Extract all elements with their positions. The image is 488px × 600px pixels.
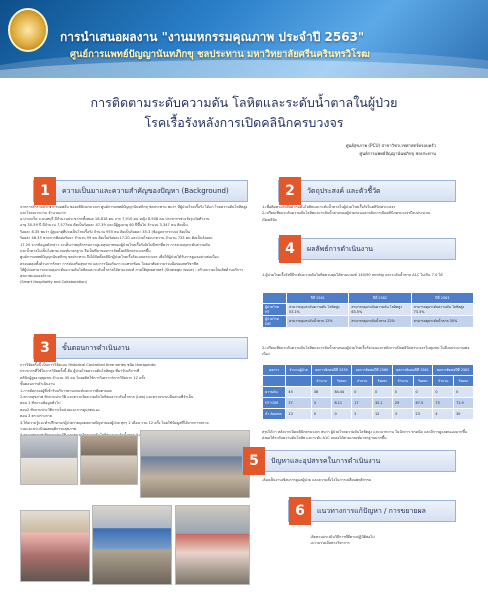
results-table-2 xyxy=(262,364,474,420)
section-number: 1 xyxy=(34,177,56,205)
activity-photo-2 xyxy=(80,435,138,485)
table-cell: สามารถคุมระดับน้ำตาล 22% xyxy=(349,316,411,328)
table-cell: 4 xyxy=(433,409,454,420)
table-cell: 45 xyxy=(286,387,311,398)
table-cell: 38 xyxy=(311,387,332,398)
header-title: การนำเสนอผลงาน "งานมหกรรมคุณภาพ ประจำปี 2563" xyxy=(60,30,365,44)
table-cell: 0 xyxy=(433,387,454,398)
steps-line: 3.ให้ความรู้และคำปรึกษาแก่ผู้ป่วยรายบุคคลตามปัญหาของผู้ป่วย ทุกๆ 2 เดือน รวม 12 ครั้ง โดยใช้ข้อมูลที่ได้จากการตรวจ xyxy=(20,420,209,425)
background-line: ครอบคลุมทั้งด้านการรักษา การส่งเสริมสุขภาพ และการป้องกันภาวะแทรกซ้อน โดยอาศัยความร่วมมือของสหวิชาชีพ xyxy=(20,261,199,266)
steps-line: คลินิกผู้สูงอายุชุมชน จำนวน 45 คน โดยผลิตใช้การวิเคราะห์การวิจัยจาก 12 ครั้ง xyxy=(20,375,146,380)
table-cell: ผู้ป่วยโรค DM xyxy=(263,316,287,328)
table-cell: 12 xyxy=(373,409,393,420)
table-cell: 23 xyxy=(413,409,433,420)
table-cell: สามารถคุมระดับน้ำตาล 30% xyxy=(411,316,473,328)
table-row xyxy=(263,398,474,409)
poster-title xyxy=(20,93,468,133)
activity-photo-3 xyxy=(140,430,250,498)
objectives-text xyxy=(262,205,472,224)
table-cell: 29 xyxy=(392,398,413,409)
background-line: ให้ผู้ป่วยสามารถควบคุมระดับความดันโลหิตและระดับน้ำตาลได้ตามเกณฑ์ ภายใต้ยุทธศาสตร์ (Strategic Issue) : สร้างความเป็นเลิศด้านบริการสุขภาพแบบองค์รวม xyxy=(20,268,244,278)
table-subheader-cell: ร้อยละ xyxy=(373,376,393,387)
steps-text xyxy=(20,363,248,440)
results-summary xyxy=(262,430,476,443)
table-subheader-cell: จำนวน xyxy=(433,376,454,387)
table-subheader-cell: จำนวน xyxy=(352,376,373,387)
table-header-cell: ผลการ xyxy=(263,365,286,376)
section-title: แนวทางการแก้ปัญหา / การขยายผล xyxy=(317,507,426,515)
background-line: และน้ำตาลไม่เป็นไปตามเกณฑ์มาตรฐาน จึงเป็นที่มาของการจัดตั้งคลินิกครบวงจรขึ้น xyxy=(20,248,151,253)
table-header-cell: ปีที่ 2562 xyxy=(349,293,411,304)
steps-line: 1.การคัดกรองผู้ที่เข้ารับบริการตามเกณฑ์และการติดตามผล xyxy=(20,388,112,393)
section-number: 4 xyxy=(279,235,301,263)
table-cell: 2 xyxy=(352,409,373,420)
background-line: ศูนย์การแพทย์ปัญญานันทภิกขุ ชลประทาน จึงได้จัดตั้งคลินิกผู้ป่วยโรคเรื้อรังแบบครบวงจร เพื่อให้ผู้ป่วยได้รับการดูแลอย่างต่อเนื่อง xyxy=(20,255,219,260)
background-text xyxy=(20,205,248,286)
section-title: วัตถุประสงค์ และตัวชี้วัด xyxy=(307,187,381,195)
steps-line: ประชากรที่ใช้ในการวิจัยครั้งนี้ คือ ผู้ป่วยโรคความดันโลหิตสูง ที่มารับบริการที่ xyxy=(20,369,140,374)
university-seal-logo xyxy=(8,8,48,52)
section-title: ผลลัพธ์การดำเนินงาน xyxy=(307,245,374,253)
table-cell: ทั่ว Assess xyxy=(263,409,286,420)
table-cell: 71.9 xyxy=(454,398,474,409)
solutions-text xyxy=(310,535,470,548)
table-header-cell: ผลการติดต่อปีที่ 2562 xyxy=(433,365,474,376)
section-number: 3 xyxy=(34,334,56,362)
section-number: 5 xyxy=(243,447,265,475)
summary-line: ส่งผลให้ระดับความดันโลหิต และระดับ A1C ลดลงได้ตามเกณฑ์มาตรฐานมากขึ้น xyxy=(262,436,387,441)
results-table-1 xyxy=(262,292,474,328)
table-cell: 0 xyxy=(352,387,373,398)
table-row xyxy=(263,387,474,398)
table-header-cell: ผลการติดต่อปีที่ 2560 xyxy=(352,365,393,376)
solution-line: -ความร่วมมือทางวิชาการ xyxy=(310,541,350,546)
table-subheader-cell: จำนวน xyxy=(311,376,332,387)
table-cell: 3 xyxy=(311,398,332,409)
table-header-cell: ผลการติดต่อปีที่ 2559 xyxy=(311,365,352,376)
table-cell: ผู้ป่วยโรค HT xyxy=(263,304,287,316)
table-cell: 0 xyxy=(454,387,474,398)
background-line: อ.ปากเกร็ด จ.นนทบุรี มีจำนวนประชากรทั้งหมด 16,818 คน จาก 7,910 คน หญิง 8,908 คน ประชากรช่วงวัยรุ่นวัยทำงาน xyxy=(20,216,210,221)
background-line: 17.20 จากข้อมูลดังกล่าว จะเห็นว่าพฤติกรรมการดูแลสุขภาพของผู้ป่วยโรคเรื้อรังยังไม่ดีเท่าที่ควร การควบคุมระดับความดัน xyxy=(20,242,211,247)
solution-line: -ติดตามประเมินวิธีการที่ดีตามปฏิบัติต่อไป xyxy=(310,535,375,539)
section-header-steps xyxy=(33,337,248,359)
table-cell: 0 xyxy=(413,387,433,398)
table-cell: 73 xyxy=(433,398,454,409)
table-subheader-cell xyxy=(263,376,286,387)
table-subheader-cell: จำนวน xyxy=(392,376,413,387)
background-line: จากการสำรวจประชากรบ่อพลับ ของคลินิกครบวงจร ศูนย์การแพทย์ปัญญานันทภิกขุ ชลประทาน พบว่า มีผู้ป่วยโรคเรื้อรัง ได้แก่ โรคความดันโลหิตสูงและโรคเบาหวาน จำนวนมาก xyxy=(20,205,248,215)
section-title: ปัญหาและอุปสรรคในการดำเนินงาน xyxy=(271,457,381,465)
table-cell: 0 xyxy=(311,409,332,420)
author-line1: ศูนย์สุขภาพ (PCU) สาขาวิชาเวชศาสตร์ครอบครัว xyxy=(345,143,436,148)
section-header-solutions xyxy=(288,500,456,522)
steps-line: 2.ตรวจสุขภาพ ซักถามประวัติ และตรวจวัดความดันโลหิตและระดับน้ำตาล (Lab) และตรวจระบบอื่นตามที่จำเป็น xyxy=(20,394,194,399)
table-subheader-cell: ร้อยละ xyxy=(454,376,474,387)
background-line: ร้อยละ 46.35 ขาดการติดต่อรับยา จำนวน 99 คน คิดเป็นร้อยละ17.20 และป่วยโรคเบาหวาน จำนวน 733 คน คิดเป็นร้อยละ xyxy=(20,236,213,241)
steps-line: รวมและประเมินผลพฤติกรรมสุขภาพ xyxy=(20,426,76,431)
results-intro-1: 1.ผู้ป่วยโรคเรื้อรังที่มีระดับความดันโลหิตควบคุมได้ตามเกณฑ์ 140/90 mmHg และระดับน้ำตาล A1C ไม่เกิน 7.0 ได้ xyxy=(262,273,443,277)
table-row xyxy=(263,316,474,328)
objective-line: 1.เพื่อติดตามระดับความดันโลหิตและระดับน้ำตาลในผู้ป่วยโรคเรื้อรังในคลินิกครบวงจร xyxy=(262,205,396,209)
table-cell: 30 xyxy=(454,409,474,420)
poster-title-line1: การติดตามระดับความดัน โลหิตและระดับน้ำตาลในผู้ป่วย xyxy=(90,95,398,110)
activity-photo-5 xyxy=(92,505,172,585)
table-row xyxy=(263,304,474,316)
steps-line: ตอน 1 ซักถามข้อมูลทั่วไป xyxy=(20,401,61,406)
summary-line: สรุปได้ว่า หลังจากเปิดคลินิกครบวงจร พบว่า ผู้ป่วยโรคความดันโลหิตสูง และเบาหวาน ในนักการ ชาดนัด และมีการดูแลตนเองมากขึ้น xyxy=(262,430,468,434)
table-header-cell: ผลการติดต่อปีที่ 2561 xyxy=(392,365,433,376)
table-cell: 3 xyxy=(392,409,413,420)
table-cell: 0 xyxy=(392,387,413,398)
objective-line: 2.เปรียบเทียบระดับความดันโลหิตและระดับน้ำตาลของผู้ป่วยก่อนและหลังการเปิดคลินิกครบวงจรปีงบประมาณ xyxy=(262,211,431,216)
activity-photo-6 xyxy=(175,505,250,585)
author-line2: ศูนย์การแพทย์ปัญญานันทภิกขุ ชลประทาน xyxy=(359,151,436,156)
activity-photo-1 xyxy=(20,435,78,485)
section-header-results xyxy=(278,238,456,260)
table-cell: HT+DM xyxy=(263,398,286,409)
steps-line: การวิจัยครั้งนี้ เป็นการวิจัยแบบ Historical Controlled time series ชนิด therapeutic xyxy=(20,363,157,367)
table-subheader-cell xyxy=(286,376,311,387)
table-cell: สามารถคุมระดับความดัน โลหิตสูง 53.1% xyxy=(287,304,349,316)
table-cell: สามารถคุมระดับน้ำตาล 12% xyxy=(287,316,349,328)
background-line: อายุ 30-59 ปี มีจำนวน 7,577คน คิดเป็นร้อยละ 47.39 และมีผู้สูงอายุ 60 ปีขึ้นไป จำนวน 3,347 คน คิดเป็น xyxy=(20,223,188,228)
table-cell: สามารถคุมระดับความดัน โลหิตสูง 63.5% xyxy=(349,304,411,316)
section-header-objectives xyxy=(278,180,456,202)
problems-text: -ต้องเป็นงานเชิงบการดูแลผู้ป่วย และความตั้งใจในการเปลี่ยนพฤติกรรม xyxy=(262,478,372,482)
section-title: ความเป็นมาและความสำคัญของปัญหา (Background) xyxy=(62,187,229,195)
background-line: ร้อยละ 8.35 พบว่า ผู้สูงอายุที่ป่วยเป็นโรคเรื้อรัง จำนวน 955 คน คิดเป็นร้อยละ 35.3 (ข้อมูลจากระบบ) คิดเป็น xyxy=(20,229,191,234)
table-cell: 8.11 xyxy=(332,398,352,409)
objective-line: เปิดคลินิก xyxy=(262,217,278,222)
table-subheader-cell: ร้อยละ xyxy=(332,376,352,387)
section-number: 6 xyxy=(289,497,311,525)
steps-line: ตอน2 ซักถามประวัติการเจ็บป่วยและการดูแลตนเอง xyxy=(20,407,100,412)
table-header-cell: จำนวนผู้ป่วย xyxy=(286,365,311,376)
steps-line: ขั้นตอนการดำเนินงาน xyxy=(20,382,55,387)
table-cell: สามารถคุมระดับความดัน โลหิตสูง 73.3% xyxy=(411,304,473,316)
table-header-cell xyxy=(263,293,287,304)
table-header-cell: ปีที่ 2563 xyxy=(411,293,473,304)
activity-photo-4 xyxy=(20,510,90,582)
table-cell: 37 xyxy=(286,398,311,409)
background-line: (Smart Hospitality and Collaboration) xyxy=(20,280,88,285)
section-header-background xyxy=(33,180,248,202)
section-header-problems xyxy=(242,450,456,472)
table-header-cell: ปีที่ 2561 xyxy=(287,293,349,304)
steps-line: ตอน 3 ตรวจร่างกาย xyxy=(20,414,52,419)
section-title: ขั้นตอนการดำเนินงาน xyxy=(62,344,130,352)
table-cell: 17 xyxy=(352,398,373,409)
table-cell: 67.5 xyxy=(413,398,433,409)
table-cell: 0 xyxy=(332,409,352,420)
results-intro-2: 2.เปรียบเทียบระดับความดันโลหิตและระดับน้ำตาลของผู้ป่วยโรคเรื้อรังก่อนและหลังการเปิดคลินิกครบวงจรในชุมชน ในปีงบประมาณต่อเนื่อง xyxy=(262,346,470,356)
table-cell: 0 xyxy=(373,387,393,398)
table-cell: 13 xyxy=(286,409,311,420)
poster-title-line2: โรคเรื้อรังหลังการเปิดคลินิกครบวงจร xyxy=(144,115,344,130)
table-cell: 32.1 xyxy=(373,398,393,409)
table-cell: ความดัน xyxy=(263,387,286,398)
header-subtitle: ศูนย์การแพทย์ปัญญานันทภิกขุ ชลประทาน มหาวิทยาลัยศรีนครินทรวิโรฒ xyxy=(70,49,370,60)
table-subheader-cell: ร้อยละ xyxy=(413,376,433,387)
table-row xyxy=(263,409,474,420)
table-cell: 84.44 xyxy=(332,387,352,398)
section-number: 2 xyxy=(279,177,301,205)
header-banner xyxy=(0,0,488,78)
